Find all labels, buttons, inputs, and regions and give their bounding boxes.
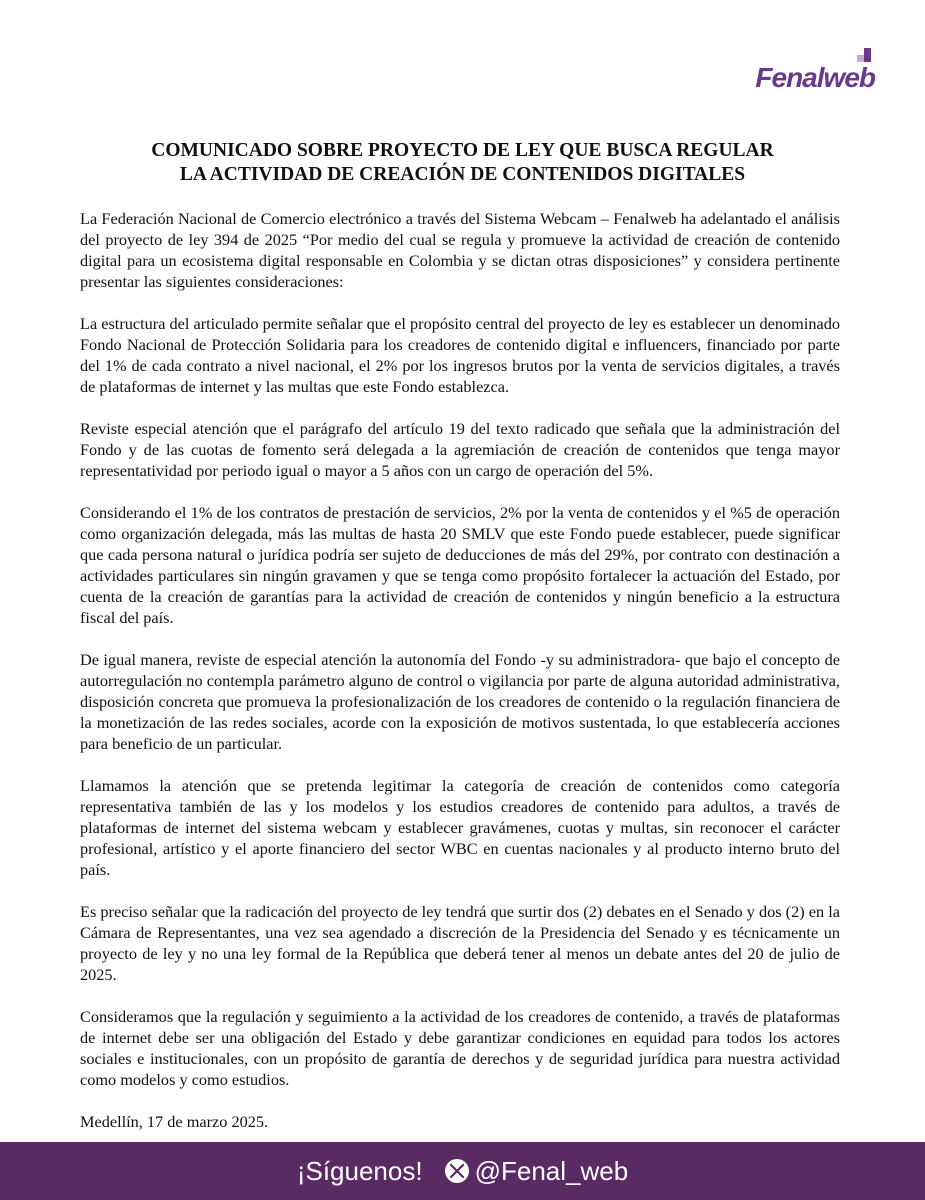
paragraph-intro: La Federación Nacional de Comercio electrónico a través del Sistema Webcam – Fenalweb ha adelantado el análisis del proyecto de ley 394 de 2025 “Por medio del cual se regula y promueve la actividad de creación de contenido digital para un ecosistema digital responsable en Colombia y se dictan otras disposiciones” y considera pertinente presentar las siguientes consideraciones: (80, 209, 840, 291)
paragraph-structure: La estructura del articulado permite señalar que el propósito central del proyecto de ley es establecer un denominado Fondo Nacional de Protección Solidaria para los creadores de contenido digital e influencers, financiado por parte del 1% de cada contrato a nivel nacional, el 2% por los ingresos brutos por la venta de servicios digitales, a través de plataformas de internet y las multas que este Fondo establezca. (80, 314, 840, 396)
paragraph-autonomy: De igual manera, reviste de especial atención la autonomía del Fondo -y su administradora- que bajo el concepto de autorregulación no contempla parámetro alguno de control o vigilancia por parte de alguna autoridad administrativa, disposición concreta que promueva la profesionalización de los creadores de contenido o la regulación financiera de la monetización de las redes sociales, acorde con la exposición de motivos sustentada, lo que establecería acciones para beneficio de un particular. (80, 650, 840, 753)
fenalweb-logo (745, 48, 875, 96)
place-date: Medellín, 17 de marzo 2025. (80, 1112, 269, 1131)
title-line-2: LA ACTIVIDAD DE CREACIÓN DE CONTENIDOS DIGITALES (179, 164, 746, 185)
document-body (80, 208, 840, 1153)
social-handle-link[interactable]: @Fenal_web (474, 1155, 629, 1186)
paragraph-article-19: Reviste especial atención que el parágrafo del artículo 19 del texto radicado que señala que la administración del Fondo y de las cuotas de fomento será delegada a la agremiación de creación de contenidos que tenga mayor representatividad por periodo igual o mayor a 5 años con un cargo de operación del 5%. (80, 419, 840, 480)
title-line-1: COMUNICADO SOBRE PROYECTO DE LEY QUE BUSCA REGULAR (151, 140, 774, 161)
paragraph-conclusion: Consideramos que la regulación y seguimiento a la actividad de los creadores de contenido, a través de plataformas de internet debe ser una obligación del Estado y debe garantizar condiciones en equidad para todos los actores sociales e institucionales, con un propósito de garantía de derechos y de seguridad jurídica para nuestra actividad como modelos y como estudios. (80, 1007, 840, 1089)
footer-banner (0, 1142, 925, 1200)
follow-text: ¡Síguenos! (296, 1155, 423, 1186)
paragraph-debates: Es preciso señalar que la radicación del proyecto de ley tendrá que surtir dos (2) debates en el Senado y dos (2) en la Cámara de Representantes, una vez sea agendado a discreción de la Presidencia del Senado y es técnicamente un proyecto de ley y no una ley formal de la República que deberá tener al menos un debate antes del 20 de julio de 2025. (80, 902, 840, 984)
logo-text: Fenalweb (755, 62, 875, 93)
paragraph-deductions: Considerando el 1% de los contratos de prestación de servicios, 2% por la venta de contenidos y el %5 de operación como organización delegada, más las multas de hasta 20 SMLV que este Fondo puede establecer, puede significar que cada persona natural o jurídica podría ser sujeto de deducciones de más del 29%, por contrato con destinación a actividades particulares sin ningún gravamen y que se tenga como propósito fortalecer la actuación del Estado, por cuenta de la creación de garantías para la actividad de creación de contenidos y ningún beneficio a la estructura fiscal del país. (80, 503, 840, 627)
paragraph-category: Llamamos la atención que se pretenda legitimar la categoría de creación de contenidos como categoría representativa también de las y los modelos y los estudios creadores de contenido para adultos, a través de plataformas de internet del sistema webcam y establecer gravámenes, cuotas y multas, sin reconocer el carácter profesional, artístico y el aporte financiero del sector WBC en cuentas nacionales y al producto interno bruto del país. (80, 776, 840, 879)
document-title (80, 139, 845, 187)
x-logo-icon[interactable] (445, 1159, 469, 1183)
